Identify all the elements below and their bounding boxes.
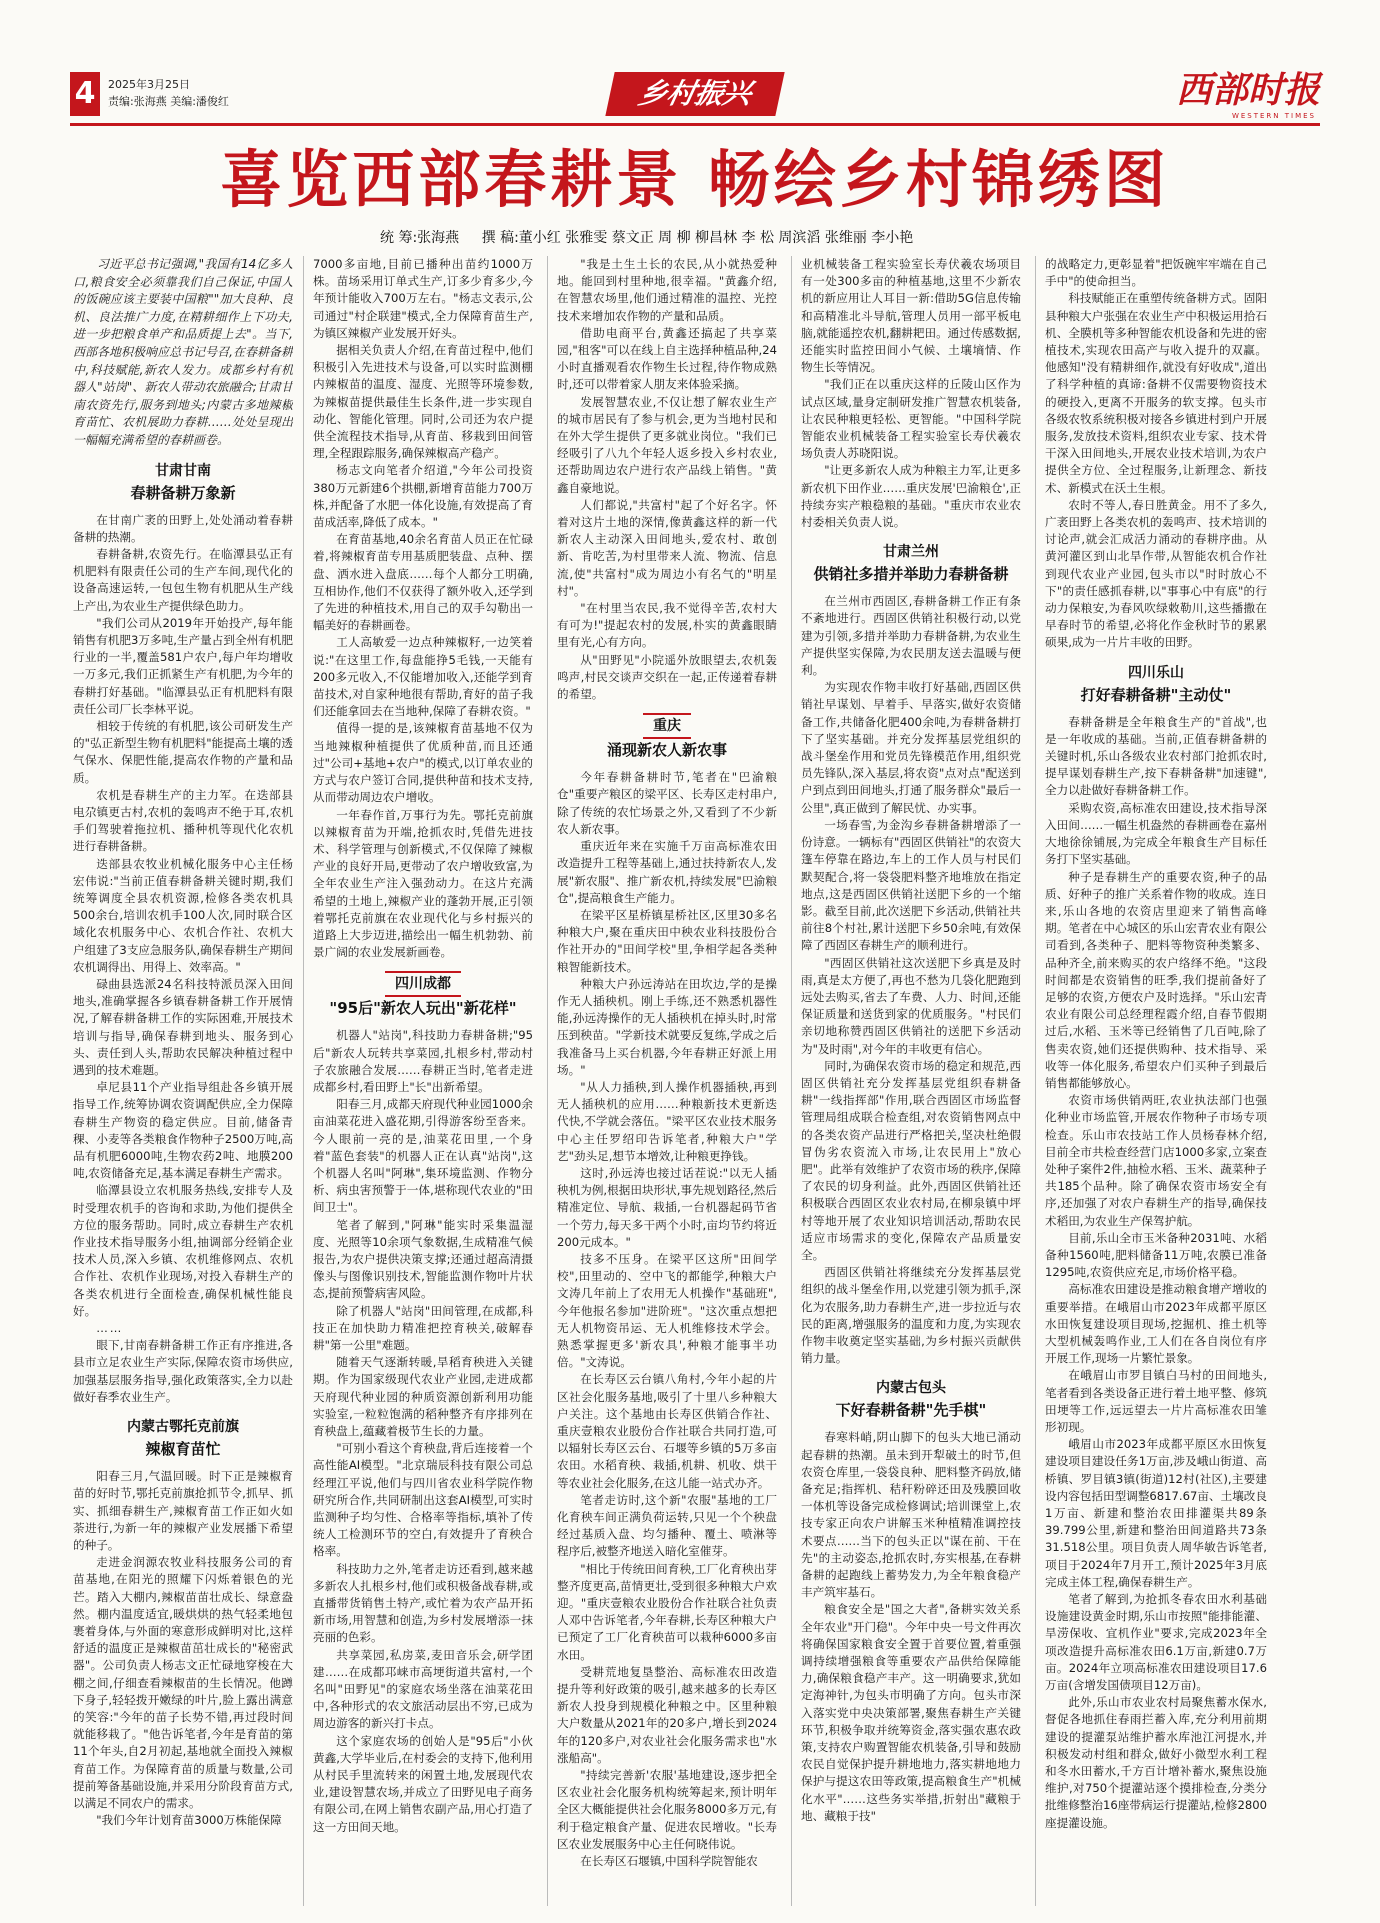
paragraph: "在村里当农民,我不觉得辛苦,农村大有可为!"提起农村的发展,朴实的黄鑫眼睛里有光,心有方向。 bbox=[557, 601, 777, 650]
column-4 bbox=[801, 256, 1021, 1906]
paragraph: 科技赋能正在重塑传统备耕方式。固阳县种粮大户张强在农业生产中积极运用拾石机、全膜机等多种智能农机设备和先进的密植技术,实现农田高产与收入提升的双赢。他感知"没有精耕细作,就没有好收成",道出了科学种植的真谛:备耕不仅需要物资技术的硬投入,更离不开服务的软支撑。包头市各级农牧系统积极对接各乡镇进村到户开展服务,发放技术资料,组织农业专家、技术骨干深入田间地头,开展农业技术培训,为农户提供全方位、全过程服务,让新理念、新技术、新模式在沃土生根。 bbox=[1045, 291, 1267, 495]
paragraph: 今年春耕备耕时节,笔者在"巴渝粮仓"重要产粮区的梁平区、长寿区走村串户,除了传统的农忙场景之外,又看到了不少新农人新农事。 bbox=[557, 770, 777, 836]
paragraph: 高标准农田建设是推动粮食增产增收的重要举措。在峨眉山市2023年成都平原区水田恢复建设项目现场,挖掘机、推土机等大型机械轰鸣作业,工人们在各自岗位有序开展工作,现场一片繁忙景象。 bbox=[1045, 1282, 1267, 1366]
section-title: 春耕备耕万象新 bbox=[130, 483, 236, 502]
paragraph: "让更多新农人成为种粮主力军,让更多新农机下田作业……重庆发展'巴渝粮仓',正持续夯实产粮稳粮的基础。"重庆市农业农村委相关负责人说。 bbox=[801, 463, 1021, 530]
main-headline: 喜览西部春耕景 畅绘乡村锦绣图 bbox=[220, 143, 1170, 216]
paragraph: 在长寿区石堰镇,中国科学院智能农 bbox=[580, 1854, 758, 1869]
paragraph: 走进金润源农牧业科技服务公司的育苗基地,在阳光的照耀下闪烁着银色的光芒。踏入大棚内,辣椒苗苗壮成长、绿意盎然。棚内温度适宜,暖烘烘的热气轻柔地包裹着身体,与外面的寒意形成鲜明对比,这样舒适的温度正是辣椒苗茁壮成长的"秘密武器"。公司负责人杨志文正忙碌地穿梭在大棚之间,仔细查看辣椒苗的生长情况。他蹲下身子,轻轻拨开嫩绿的叶片,脸上露出满意的笑容:"今年的苗子长势不错,再过段时间就能移栽了。"他告诉笔者,今年是育苗的第11个年头,自2月初起,基地就全面投入辣椒育苗工作。为保障育苗的质量与数量,公司提前筹备基础设施,并采用分阶段育苗方式,以满足不同农户的需求。 bbox=[73, 1555, 293, 1810]
paragraph: "我是土生土长的农民,从小就热爱种地。能回到村里种地,很幸福。"黄鑫介绍,在智慧农场里,他们通过精准的温控、光控技术来增加农作物的产量和品质。 bbox=[557, 257, 777, 323]
column-divider bbox=[547, 256, 548, 1906]
paragraph: 业机械装备工程实验室长寿伏羲农场项目有一处300多亩的种植基地,这里不少新农机的新应用让人耳目一新:借助5G信息传输和高精准北斗导航,管理人员用一部平板电脑,就能遥控农机,翻耕耙田。通过传感数据,还能实时监控田间小气候、土壤墒情、作物生长等情况。 bbox=[801, 257, 1021, 375]
paragraph: 工人高敏爱一边点种辣椒籽,一边笑着说:"在这里工作,每盘能挣5毛钱,一天能有200多元收入,不仅能增加收入,还能学到育苗技术,对自家种地很有帮助,育好的苗子我们还能拿回去在当地种,保障了春耕农资。" bbox=[313, 635, 533, 719]
paragraph: "可别小看这个育秧盘,背后连接着一个高性能AI模型。"北京瑞辰科技有限公司总经理江平说,他们与四川省农业科学院作物研究所合作,共同研制出这套AI模型,可实时监测种子均匀性、合格率等指标,填补了传统人工检测环节的空白,有效提升了育秧合格率。 bbox=[313, 1441, 533, 1559]
paragraph: 一场春雪,为金沟乡春耕备耕增添了一份诗意。一辆标有"西固区供销社"的农资大篷车停靠在路边,车上的工作人员与村民们默契配合,将一袋袋肥料整齐地堆放在指定地点,这是西固区供销社送肥下乡的一个缩影。截至目前,此次送肥下乡活动,供销社共前往8个村社,累计送肥下乡50余吨,有效保障了西固区春耕生产的顺利进行。 bbox=[801, 817, 1021, 953]
paragraph: 一年春作首,万事行为先。鄂托克前旗以辣椒育苗为开端,抢抓农时,凭借先进技术、科学管理与创新模式,不仅保障了辣椒产业的良好开局,更带动了农户增收致富,为全年农业生产注入强劲动力。在这片充满希望的土地上,辣椒产业的蓬勃开展,正引领着鄂托克前旗在农业现代化与乡村振兴的道路上大步迈进,描绘出一幅生机勃勃、前景广阔的农业发展新画卷。 bbox=[313, 807, 533, 960]
paragraph: 7000多亩地,目前已播种出苗约1000万株。苗场采用订单式生产,订多少育多少,今年预计能收入700万左右。"杨志文表示,公司通过"村企联建"模式,全力保障育苗生产,为镇区辣椒产业发展开好头。 bbox=[313, 257, 533, 340]
section-title: 供销社多措并举助力春耕备耕 bbox=[813, 565, 1009, 584]
column-divider bbox=[791, 256, 792, 1906]
paragraph: 春耕备耕,农资先行。在临潭县弘正有机肥料有限责任公司的生产车间,现代化的设备高速运转,一包包生物有机肥从生产线上产出,为农业生产提供绿色助力。 bbox=[73, 546, 293, 613]
issue-date: 2025年3月25日 bbox=[108, 78, 190, 91]
section-title: 涌现新农人新农事 bbox=[606, 741, 727, 760]
section-heading-lanzhou bbox=[801, 541, 1021, 585]
intro-box bbox=[73, 256, 293, 450]
region-tag: 重庆 bbox=[643, 713, 691, 739]
section-heading-baotou bbox=[801, 1377, 1021, 1421]
paragraph: 受耕荒地复垦整治、高标准农田改造提升等利好政策的吸引,越来越多的长寿区新农人投身到规模化种粮之中。区里种粮大户数量从2021年的20多户,增长到2024年的120多户,对农业社会化服务需求也"水涨船高"。 bbox=[557, 1664, 777, 1765]
header-info bbox=[108, 76, 229, 110]
page-number: 4 bbox=[70, 72, 100, 116]
paragraph: 农机是春耕生产的主力军。在迭部县电尕镇更古村,农机的轰鸣声不绝于耳,农机手们驾驶着拖拉机、播种机等现代化农机进行春耕备耕。 bbox=[73, 787, 293, 854]
section-title: "95后"新农人玩出"新花样" bbox=[329, 999, 517, 1018]
paragraph: 机器人"站岗",科技助力春耕备耕;"95后"新农人玩转共享菜园,扎根乡村,带动村子农旅融合发展……春耕正当时,笔者走进成都乡村,看田野上"长"出新希望。 bbox=[313, 1028, 533, 1094]
region-tag: 甘肃甘南 bbox=[155, 462, 211, 479]
paragraph: "持续完善新'农服'基地建设,逐步把全区农业社会化服务机构统筹起来,预计明年全区大概能提供社会化服务8000多万元,有利于稳定粮食产量、促进农民增收。"长寿区农业发展服务中心主任何晓伟说。 bbox=[557, 1768, 777, 1851]
paragraph: "从人力插秧,到人操作机器插秧,再到无人插秧机的应用……种粮新技术更新迭代快,不学就会落伍。"梁平区农业技术服务中心主任罗绍印告诉笔者,种粮大户"学艺"劲头足,想节本增效,让种粮更挣钱。 bbox=[557, 1079, 777, 1163]
paragraph: 笔者走访时,这个新"农服"基地的工厂化育秧车间正满负荷运转,只见一个个秧盘经过基质入盘、均匀播种、覆土、喷淋等程序后,被整齐地送入暗化室催芽。 bbox=[557, 1492, 777, 1559]
column-2 bbox=[313, 256, 533, 1906]
paragraph: 峨眉山市2023年成都平原区水田恢复建设项目建设任务1万亩,涉及峨山街道、高桥镇、罗目镇3镇(街道)12村(社区),主要建设内容包括田型调整6817.67亩、土壤改良1万亩、新建和整治农田排灌渠共89条39.799公里,新建和整治田间道路共73条31.518公里。项目负责人周华敏告诉笔者,项目于2024年7月开工,预计2025年3月底完成主体工程,确保春耕生产。 bbox=[1045, 1437, 1267, 1589]
region-tag: 甘肃兰州 bbox=[883, 544, 939, 561]
editors: 责编:张海燕 美编:潘俊红 bbox=[108, 95, 229, 108]
paragraph: "相比于传统田间育秧,工厂化育秧出芽整齐度更高,苗情更壮,受到很多种粮大户欢迎。"重庆壹粮农业股份合作社联合社负责人邓中告诉笔者,今年春耕,长寿区种粮大户已预定了工厂化育秧苗可以栽种6000多亩水田。 bbox=[557, 1561, 777, 1662]
paragraph: "我们今年计划育苗3000万株能保障 bbox=[96, 1813, 282, 1828]
paragraph: 种粮大户孙远涛站在田坎边,学的是操作无人插秧机。刚上手练,还不熟悉机器性能,孙远涛操作的无人插秧机在掉头时,时常压到秧苗。"学新技术就要反复练,学成之后我准备马上买台机器,今年春耕正好派上用场。" bbox=[557, 976, 777, 1077]
section-title: 辣椒育苗忙 bbox=[145, 1440, 221, 1459]
masthead-logo: 西部时报 bbox=[1175, 69, 1320, 111]
paragraph: 借助电商平台,黄鑫还搞起了共享菜园,"租客"可以在线上自主选择种植品种,24小时直播观看农作物生长过程,待作物成熟时,还可以带着家人朋友来体验采摘。 bbox=[557, 325, 777, 392]
paragraph: 眼下,甘南春耕备耕工作正有序推进,各县市立足农业生产实际,保障农资市场供应,加强基层服务指导,强化政策落实,全力以赴做好春季农业生产。 bbox=[73, 1338, 293, 1404]
paragraph: 临潭县设立农机服务热线,安排专人及时受理农机手的咨询和求助,为他们提供全方位的服务帮助。同时,成立春耕生产农机作业技术指导服务小组,抽调部分经销企业技术人员,深入乡镇、农机维修网点、农机合作社、农机作业现场,对投入春耕生产的各类农机进行全面检查,确保机械性能良好。 bbox=[73, 1183, 293, 1318]
paragraph: 在兰州市西固区,春耕备耕工作正有条不紊地进行。西固区供销社积极行动,以党建为引领,多措并举助力春耕备耕,为农业生产提供坚实保障,为农民朋友送去温暖与便利。 bbox=[801, 594, 1021, 678]
paragraph: 技多不压身。在梁平区这所"田间学校",田里动的、空中飞的都能学,种粮大户文涛几年前上了农用无人机操作"基础班",今年他报名参加"进阶班"。"这次重点想把无人机物资吊运、无人机维修技术学会。熟悉掌握更多'新农具',种粮才能事半功倍。"文涛说。 bbox=[557, 1251, 777, 1370]
page-header bbox=[70, 69, 1320, 122]
paragraph: "我们公司从2019年开始投产,每年能销售有机肥3万多吨,生产量占到全州有机肥行业的一半,覆盖581户农户,每户年均增收一万多元,我们正抓紧生产有机肥,为今年的春耕打好基础。"临潭县弘正有机肥料有限责任公司厂长李林平说。 bbox=[73, 615, 293, 716]
writers-credit: 撰 稿:董小红 张雅雯 蔡文正 周 柳 柳昌林 李 松 周滨滔 张维丽 李小艳 bbox=[481, 230, 914, 246]
paragraph: 发展智慧农业,不仅让想了解农业生产的城市居民有了参与机会,更为当地村民和在外大学生提供了更多就业岗位。"我们已经吸引了八九个年轻人返乡投入乡村农业,还帮助周边农户进行农产品线上销售。"黄鑫自豪地说。 bbox=[557, 394, 777, 495]
paragraph: 碌曲县选派24名科技特派员深入田间地头,准确掌握各乡镇春耕备耕工作开展情况,了解春耕备耕工作的实际困难,开展技术培训与指导,确保春耕到地头、服务到心头、责任到人头,帮助农民解决种植过程中遇到的技术难题。 bbox=[73, 977, 293, 1078]
paragraph: 笔者了解到,"阿琳"能实时采集温湿度、光照等10余项气象数据,生成精准气候报告,为农户提供决策支撑;还通过超高清摄像头与图像识别技术,智能监测作物叶片状态,提前预警病害风险。 bbox=[313, 1217, 533, 1301]
paragraph: 粮食安全是"国之大者",备耕实效关系全年农业"开门稳"。今年中央一号文件再次将确保国家粮食安全置于首要位置,着重强调持续增强粮食等重要农产品供给保障能力,确保粮食稳产丰产。这一明确要求,犹如定海神针,为包头市明确了方向。包头市深入落实党中央决策部署,聚焦春耕生产关键环节,积极争取并统筹资金,落实强农惠农政策,支持农户购置智能农机装备,引导和鼓励农民自觉保护提升耕地地力,落实耕地地力保护与提这农田等政策,提高粮食生产"机械化水平"……这些务实举措,折射出"藏粮于地、藏粮于技" bbox=[801, 1602, 1021, 1823]
paragraph: 据相关负责人介绍,在育苗过程中,他们积极引入先进技术与设备,可以实时监测棚内辣椒苗的温度、湿度、光照等环境参数,为辣椒苗提供最佳生长条件,进一步实现自动化、智能化管理。同时,公司还为农户提供全流程技术指导,从育苗、移栽到田间管理,全程跟踪服务,确保辣椒高产稳产。 bbox=[313, 343, 533, 461]
planning-credit: 统 筹:张海燕 bbox=[380, 230, 460, 246]
paragraph: 春寒料峭,阴山脚下的包头大地已涌动起春耕的热潮。虽未到开犁破土的时节,但农资仓库里,一袋袋良种、肥料整齐码放,储备充足;指挥机、秸秆粉碎还田及残膜回收一体机等设备完成检修调试;培训课堂上,农技专家正向农户讲解玉米种植精准调控技术要点……当下的包头正以"谋在前、干在先"的主动姿态,抢抓农时,夯实根基,在春耕备耕的起跑线上蓄势发力,为全年粮食稳产丰产筑牢基石。 bbox=[801, 1430, 1021, 1600]
paragraph: 科技助力之外,笔者走访还看到,越来越多新农人扎根乡村,他们或积极备战春耕,或直播带货销售土特产,或忙着为农产品开拓新市场,用智慧和创造,为乡村发展增添一抹亮丽的色彩。 bbox=[313, 1561, 533, 1645]
column-3 bbox=[557, 256, 777, 1906]
masthead-subtitle: WESTERN TIMES bbox=[1231, 112, 1316, 120]
paragraph: 在育苗基地,40余名育苗人员正在忙碌着,将辣椒育苗专用基质肥装盘、点种、摆盘、洒水进入盘底……每个人都分工明确,互相协作,他们不仅获得了额外收入,还学到了先进的种植技术,用自己的双手勾勒出一幅美好的春耕画卷。 bbox=[313, 532, 533, 633]
section-title: 下好春耕备耕"先手棋" bbox=[835, 1401, 987, 1420]
column-5 bbox=[1045, 256, 1267, 1906]
paragraph: 从"田野见"小院遥外放眼望去,农机轰鸣声,村民交谈声交织在一起,正传递着春耕的希望。 bbox=[557, 652, 777, 702]
paragraph: 种子是春耕生产的重要农资,种子的品质、好种子的推广关系着作物的收成。连日来,乐山各地的农资店里迎来了销售高峰期。笔者在中心城区的乐山宏青农业有限公司看到,各类种子、肥料等物资种类繁多、品种齐全,前来购买的农户络绎不绝。"这段时间都是农资销售的旺季,我们提前备好了足够的农资,方便农户及时选择。"乐山宏青农业有限公司总经理程霞介绍,自春节假期过后,水稻、玉米等已经销售了几百吨,除了售卖农资,她们还提供购种、技术指导、采收等一体化服务,希望农户们买种子到最后销售都能够放心。 bbox=[1045, 869, 1267, 1090]
section-title: 打好春耕备耕"主动仗" bbox=[1080, 685, 1232, 704]
ellipsis: …… bbox=[96, 1321, 124, 1336]
paragraph: 值得一提的是,该辣椒育苗基地不仅为当地辣椒种植提供了优质种苗,而且还通过"公司+基地+农户"的模式,以订单农业的方式与农户签订合同,提供种苗和技术支持,从而带动周边农户增收。 bbox=[313, 721, 533, 805]
paragraph: 阳春三月,气温回暖。时下正是辣椒育苗的好时节,鄂托克前旗抢抓节令,抓早、抓实、抓细春耕生产,辣椒育苗工作正如火如荼进行,为新一年的辣椒产业发展播下希望的种子。 bbox=[73, 1469, 293, 1552]
region-tag: 内蒙古包头 bbox=[876, 1380, 946, 1397]
paragraph: 这个家庭农场的创始人是"95后"小伙黄鑫,大学毕业后,在村委会的支持下,他利用从村民手里流转来的闲置土地,发展现代农业,建设智慧农场,并成立了田野见电子商务有限公司,在网上销售农副产品,用心打造了这一方田间天地。 bbox=[313, 1733, 533, 1834]
paragraph: 共享菜园,私房菜,麦田音乐会,研学团建……在成都邛崃市高埂街道共富村,一个名叫"田野见"的家庭农场坐落在油菜花田中,各种形式的农文旅活动层出不穷,已成为周边游客的新兴打卡点。 bbox=[313, 1647, 533, 1731]
column-divider bbox=[303, 256, 304, 1906]
paragraph: 的战略定力,更彰显着"把饭碗牢牢端在自己手中"的使命担当。 bbox=[1045, 257, 1267, 289]
paragraph: 在峨眉山市罗目镇白马村的田间地头,笔者看到各类设备正进行着土地平整、修筑田埂等工作,远远望去一片片高标准农田雏形初现。 bbox=[1045, 1368, 1267, 1434]
paragraph: 这时,孙远涛也接过话茬说:"以无人插秧机为例,根据田块形状,事先规划路径,然后精准定位、导航、栽插,一台机器起码节省一个劳力,每天多干两个小时,亩均节约将近200元成本。" bbox=[557, 1165, 777, 1249]
section-heading-gannan bbox=[73, 460, 293, 504]
paragraph: 春耕备耕是全年粮食生产的"首战",也是一年收成的基础。当前,正值春耕备耕的关键时机,乐山各级农业农村部门抢抓农时,提早谋划春耕生产,按下春耕备耕"加速键",全力以赴做好春耕备耕工作。 bbox=[1045, 714, 1267, 798]
section-heading-chengdu bbox=[313, 971, 533, 1019]
header-rule bbox=[70, 123, 1320, 126]
credits-line bbox=[380, 228, 1320, 248]
column-divider bbox=[1035, 256, 1036, 1906]
region-tag: 四川乐山 bbox=[1128, 664, 1184, 681]
region-tag: 内蒙古鄂托克前旗 bbox=[127, 1419, 239, 1436]
intro-paragraph: 习近平总书记强调,"我国有14亿多人口,粮食安全必须靠我们自己保证,中国人的饭碗应该主要装中国粮""加大良种、良机、良法推广力度,在精耕细作上下功夫,进一步把粮食单产和品质提上去"。当下,西部各地积极响应总书记号召,在春耕备耕中,科技赋能,新农人发力。成都乡村有机器人"站岗"、新农人带动农旅融合;甘肃甘南农资先行,服务到地头;内蒙古多地辣椒育苗忙、农机展助力春耕……处处呈现出一幅幅充满希望的春耕画卷。 bbox=[73, 257, 293, 447]
paragraph: 目前,乐山全市玉米备种2031吨、水稻备种1560吨,肥料储备11万吨,农膜已准备1295吨,农资供应充足,市场价格平稳。 bbox=[1045, 1230, 1267, 1280]
paragraph: 随着天气逐渐转暖,旱稻育秧进入关键期。作为国家级现代农业产业园,走进成都天府现代种业园的种质资源创新利用功能实验室,一粒粒饱满的稻种整齐有序排列在育秧盘上,蕴藏着极节生长的力量。 bbox=[313, 1355, 533, 1438]
section-heading-etuokeqianqi bbox=[73, 1416, 293, 1460]
paragraph: 农时不等人,春日胜黄金。用不了多久,广袤田野上各类农机的轰鸣声、技术培训的讨论声,就会汇成活力涌动的春耕序曲。从黄河灌区到山北旱作带,从智能农机合作社到现代农业产业园,包头市以"时时放心不下"的责任感抓春耕,以"事事心中有底"的行动力保粮安,为春风吹绿敕勒川,这些播撒在早春时节的希望,必将化作金秋时节的累累硕果,成为一片片丰收的田野。 bbox=[1045, 497, 1267, 650]
paragraph: 阳春三月,成都天府现代种业园1000余亩油菜花进入盛花期,引得游客纷至沓来。今人眼前一亮的是,油菜花田里,一个身着"蓝色套装"的机器人正在认真"站岗",这个机器人名叫"阿琳",集环境监测、作物分析、病虫害预警于一体,堪称现代农业的"田间卫士"。 bbox=[313, 1097, 533, 1215]
paragraph: 相较于传统的有机肥,该公司研发生产的"弘正新型生物有机肥料"能提高土壤的透气保水、保肥性能,提高农作物的产量和品质。 bbox=[73, 718, 293, 785]
paragraph: 农资市场供销两旺,农业执法部门也强化种业市场监管,开展农作物种子市场专项检查。乐山市农技站工作人员杨春林介绍,目前全市共检查经营门店1000多家,立案查处种子案件2件,抽检水稻、玉米、蔬菜种子共185个品种。除了确保农资市场安全有序,还加强了对农户春耕生产的指导,确保技术稻田,为农业生产保驾护航。 bbox=[1045, 1093, 1267, 1228]
paragraph: "西固区供销社这次送肥下乡真是及时雨,真是太方便了,再也不愁为几袋化肥跑到远处去购买,省去了车费、人力、时间,还能保证质量和送货到家的优质服务。"村民们亲切地称赞西固区供销社的送肥下乡活动为"及时雨",对今年的丰收更有信心。 bbox=[801, 955, 1021, 1056]
paragraph: 为实现农作物丰收打好基础,西固区供销社早谋划、早着手、早落实,做好农资储备工作,共储备化肥400余吨,为春耕备耕打下了坚实基础。并充分发挥基层党组织的战斗堡垒作用和党员先锋模范作用,组织党员先锋队,深入基层,将农资"点对点"配送到户到点到田间地头,打通了服务群众"最后一公里",真正做到了解民忧、办实事。 bbox=[801, 680, 1021, 815]
paragraph: "我们正在以重庆这样的丘陵山区作为试点区域,量身定制研发推广智慧农机装备,让农民种粮更轻松、更智能。"中国科学院智能农业机械装备工程实验室长寿伏羲农场负责人苏晓阳说。 bbox=[801, 377, 1021, 461]
section-heading-leshan bbox=[1045, 662, 1267, 706]
paragraph: 重庆近年来在实施千万亩高标准农田改造提升工程等基础上,通过扶持新农人,发展"新农服"、推广新农机,持续发展"巴渝粮仓",提高粮食生产能力。 bbox=[557, 839, 777, 905]
paragraph: 除了机器人"站岗"田间管理,在成都,科技正在加快助力精准把控育秧关,破解春耕"第一公里"难题。 bbox=[313, 1303, 533, 1352]
paragraph: 在梁平区星桥镇星桥社区,区里30多名种粮大户,聚在重庆田中秧农业科技股份合作社开办的"田间学校"里,争相学起各类种粮智能新技术。 bbox=[557, 907, 777, 974]
paragraph: 西固区供销社将继续充分发挥基层党组织的战斗堡垒作用,以党建引领为抓手,深化为农服务,助力春耕生产,进一步拉近与农民的距离,增强服务的温度和力度,为实现农作物丰收奠定坚实基础,为乡村振兴贡献供销力量。 bbox=[801, 1265, 1021, 1366]
paragraph: 杨志文向笔者介绍道,"今年公司投资380万元新建6个拱棚,新增育苗能力700万株,并配备了水肥一体化设施,有效提高了育苗成活率,降低了成本。" bbox=[313, 463, 533, 530]
paragraph: 采购农资,高标准农田建设,技术指导深入田间……一幅生机盎然的春耕画卷在嘉州大地徐徐铺展,为完成全年粮食生产目标任务打下坚实基础。 bbox=[1045, 800, 1267, 867]
paragraph: 此外,乐山市农业农村局聚焦蓄水保水,督促各地抓住春雨拦蓄入库,充分利用前期建设的提灌泵站维护蓄水库池江河提水,并积极发动村组和群众,做好小微型水利工程和冬水田蓄水,千方百计增补蓄水,聚焦设施维护,对750个提灌站逐个摸排检查,分类分批维修整治16座带病运行提灌站,检修2800座提灌设施。 bbox=[1045, 1695, 1267, 1830]
paragraph: 迭部县农牧业机械化服务中心主任杨宏伟说:"当前正值春耕备耕关键时期,我们统筹调度全县农机资源,检修各类农机具500余台,培训农机手100人次,同时联合区域化农机服务中心、农机合作社、农机大户组建了3支应急服务队,确保春耕生产期间农机调得出、用得上、效率高。" bbox=[73, 856, 293, 974]
section-banner: 乡村振兴 bbox=[605, 72, 784, 116]
section-heading-chongqing bbox=[557, 713, 777, 761]
region-tag: 四川成都 bbox=[385, 971, 461, 997]
paragraph: 在长寿区云台镇八角村,今年小起的片区社会化服务基地,吸引了十里八乡种粮大户关注。这个基地由长寿区供销合作社、重庆壹粮农业股份合作社联合共同打造,可以辐射长寿区云台、石堰等乡镇的5万多亩农田。水稻育秧、栽插,机耕、机收、烘干等农业社会化服务,在这儿能一站式办齐。 bbox=[557, 1372, 777, 1490]
paragraph: 同时,为确保农资市场的稳定和规范,西固区供销社充分发挥基层党组织春耕备耕"一线指挥部"作用,联合西固区市场监督管理局组成联合检查组,对农资销售网点中的各类农资产品进行严格把关,坚决杜绝假冒伪劣农资流入市场,让农民用上"放心肥"。此举有效维护了农资市场的秩序,保障了农民的切身利益。此外,西固区供销社还积极联合西固区农业农村局,在柳泉镇中坪村等地开展了农业知识培训活动,帮助农民适应市场需求的变化,保障农产品质量安全。 bbox=[801, 1058, 1021, 1262]
paragraph: 笔者了解到,为抢抓冬春农田水利基础设施建设黄金时期,乐山市按照"能排能灌、旱涝保收、宜机作业"要求,完成2023年全项改造提升高标准农田6.1万亩,新建0.7万亩。2024年立项高标准农田建设项目17.6万亩(含增发国债项目12万亩)。 bbox=[1045, 1592, 1267, 1693]
paragraph: 在甘南广袤的田野上,处处涌动着春耕备耕的热潮。 bbox=[73, 512, 293, 544]
paragraph: 卓尼县11个产业指导组赴各乡镇开展指导工作,统筹协调农资调配供应,全力保障春耕生产物资的稳定供应。目前,储备青稞、小麦等各类粮食作物种子2500万吨,高品有机肥6000吨,生物农药2吨、地膜200吨,农资储备充足,基本满足春耕生产需求。 bbox=[73, 1080, 293, 1181]
paragraph: 人们都说,"共富村"起了个好名字。怀着对这片土地的深情,像黄鑫这样的新一代新农人主动深入田间地头,爱农村、敢创新、肯吃苦,为村里带来人流、物流、信息流,使"共富村"成为周边小有名气的"明星村"。 bbox=[557, 497, 777, 598]
column-1 bbox=[73, 256, 293, 1906]
